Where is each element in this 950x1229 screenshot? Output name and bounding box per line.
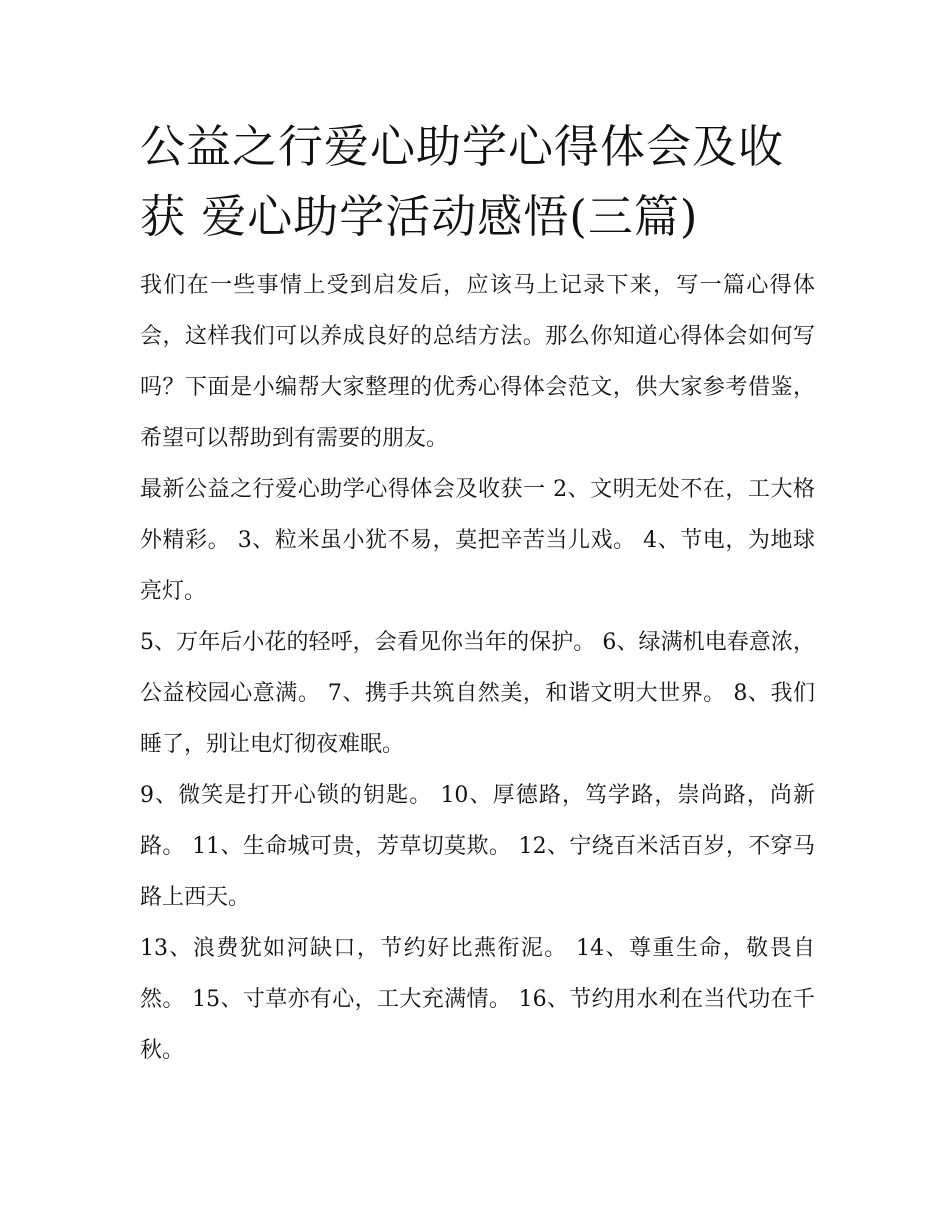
- document-title: 公益之行爱心助学心得体会及收获 爱心助学活动感悟(三篇): [140, 120, 785, 243]
- slogan-paragraph-2: 5、万年后小花的轻呼，会看见你当年的保护。 6、绿满机电春意浓，公益校园心意满。 7、携手共筑自然美，和谐文明大世界。 8、我们睡了，别让电灯彻夜难眠。: [140, 630, 815, 757]
- intro-paragraph: 我们在一些事情上受到启发后，应该马上记录下来，写一篇心得体会，这样我们可以养成良好的总结方法。那么你知道心得体会如何写吗？下面是小编帮大家整理的优秀心得体会范文，供大家参考借鉴，希望可以帮助到有需要的朋友。: [140, 273, 815, 451]
- document-body: [140, 112, 815, 1076]
- slogan-paragraph-1: 最新公益之行爱心助学心得体会及收获一 2、文明无处不在，工大格外精彩。 3、粒米虽小犹不易，莫把辛苦当儿戏。 4、节电，为地球亮灯。: [140, 477, 815, 604]
- slogan-paragraph-3: 9、微笑是打开心锁的钥匙。 10、厚德路，笃学路，崇尚路，尚新路。 11、生命城可贵，芳草切莫欺。 12、宁绕百米活百岁，不穿马路上西天。: [140, 783, 815, 910]
- slogan-paragraph-4: 13、浪费犹如河缺口，节约好比燕衔泥。 14、尊重生命，敬畏自然。 15、寸草亦有心，工大充满情。 16、节约用水利在当代功在千秋。: [140, 936, 815, 1063]
